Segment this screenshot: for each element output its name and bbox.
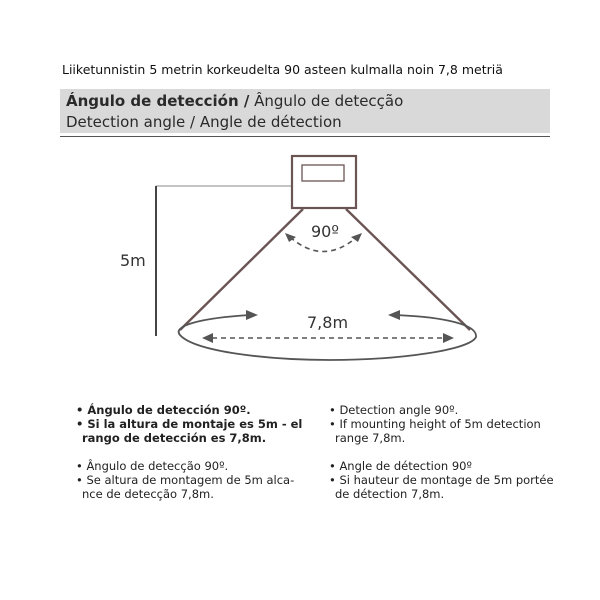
angle-label: 90º [311, 222, 339, 241]
note-es-1: • Ángulo de detección 90º. [76, 403, 251, 417]
notes-left [76, 403, 316, 501]
angle-arrow-left-icon [285, 233, 296, 242]
note-fr-3: de détection 7,8m. [335, 487, 445, 501]
height-label: 5m [120, 251, 146, 270]
note-pt-1: • Ângulo de detecção 90º. [76, 459, 229, 473]
note-fr-1: • Angle de détection 90º [329, 459, 472, 473]
range-label: 7,8m [307, 313, 349, 332]
cone-left-line [180, 209, 303, 330]
note-en-3: range 7,8m. [335, 431, 406, 445]
header-subtitle: Detection angle / Angle de détection [66, 113, 342, 131]
note-pt-3: nce de detecção 7,8m. [82, 487, 214, 501]
cone-right-line [346, 209, 470, 330]
rotation-arrow-right-icon [388, 310, 400, 320]
sensor-window [302, 165, 344, 181]
note-en-1: • Detection angle 90º. [329, 403, 459, 417]
range-arrow-left-icon [202, 333, 213, 343]
notes-right [329, 403, 579, 501]
sensor-box [292, 156, 356, 208]
range-arrow-right-icon [443, 333, 454, 343]
note-es-2: • Si la altura de montaje es 5m - el [76, 417, 303, 431]
note-en-2: • If mounting height of 5m detection [329, 417, 541, 431]
caption: Liiketunnistin 5 metrin korkeudelta 90 asteen kulmalla noin 7,8 metriä [62, 62, 503, 77]
angle-arrow-right-icon [351, 233, 362, 242]
rotation-arrow-left-icon [246, 310, 258, 320]
note-es-3: rango de detección es 7,8m. [82, 431, 267, 445]
header-title-bold: Ángulo de detección / [66, 92, 250, 110]
note-pt-2: • Se altura de montagem de 5m alca- [76, 473, 295, 487]
note-fr-2: • Si hauteur de montage de 5m portée [329, 473, 554, 487]
header-title-rest: Ângulo de detecção [249, 92, 404, 110]
